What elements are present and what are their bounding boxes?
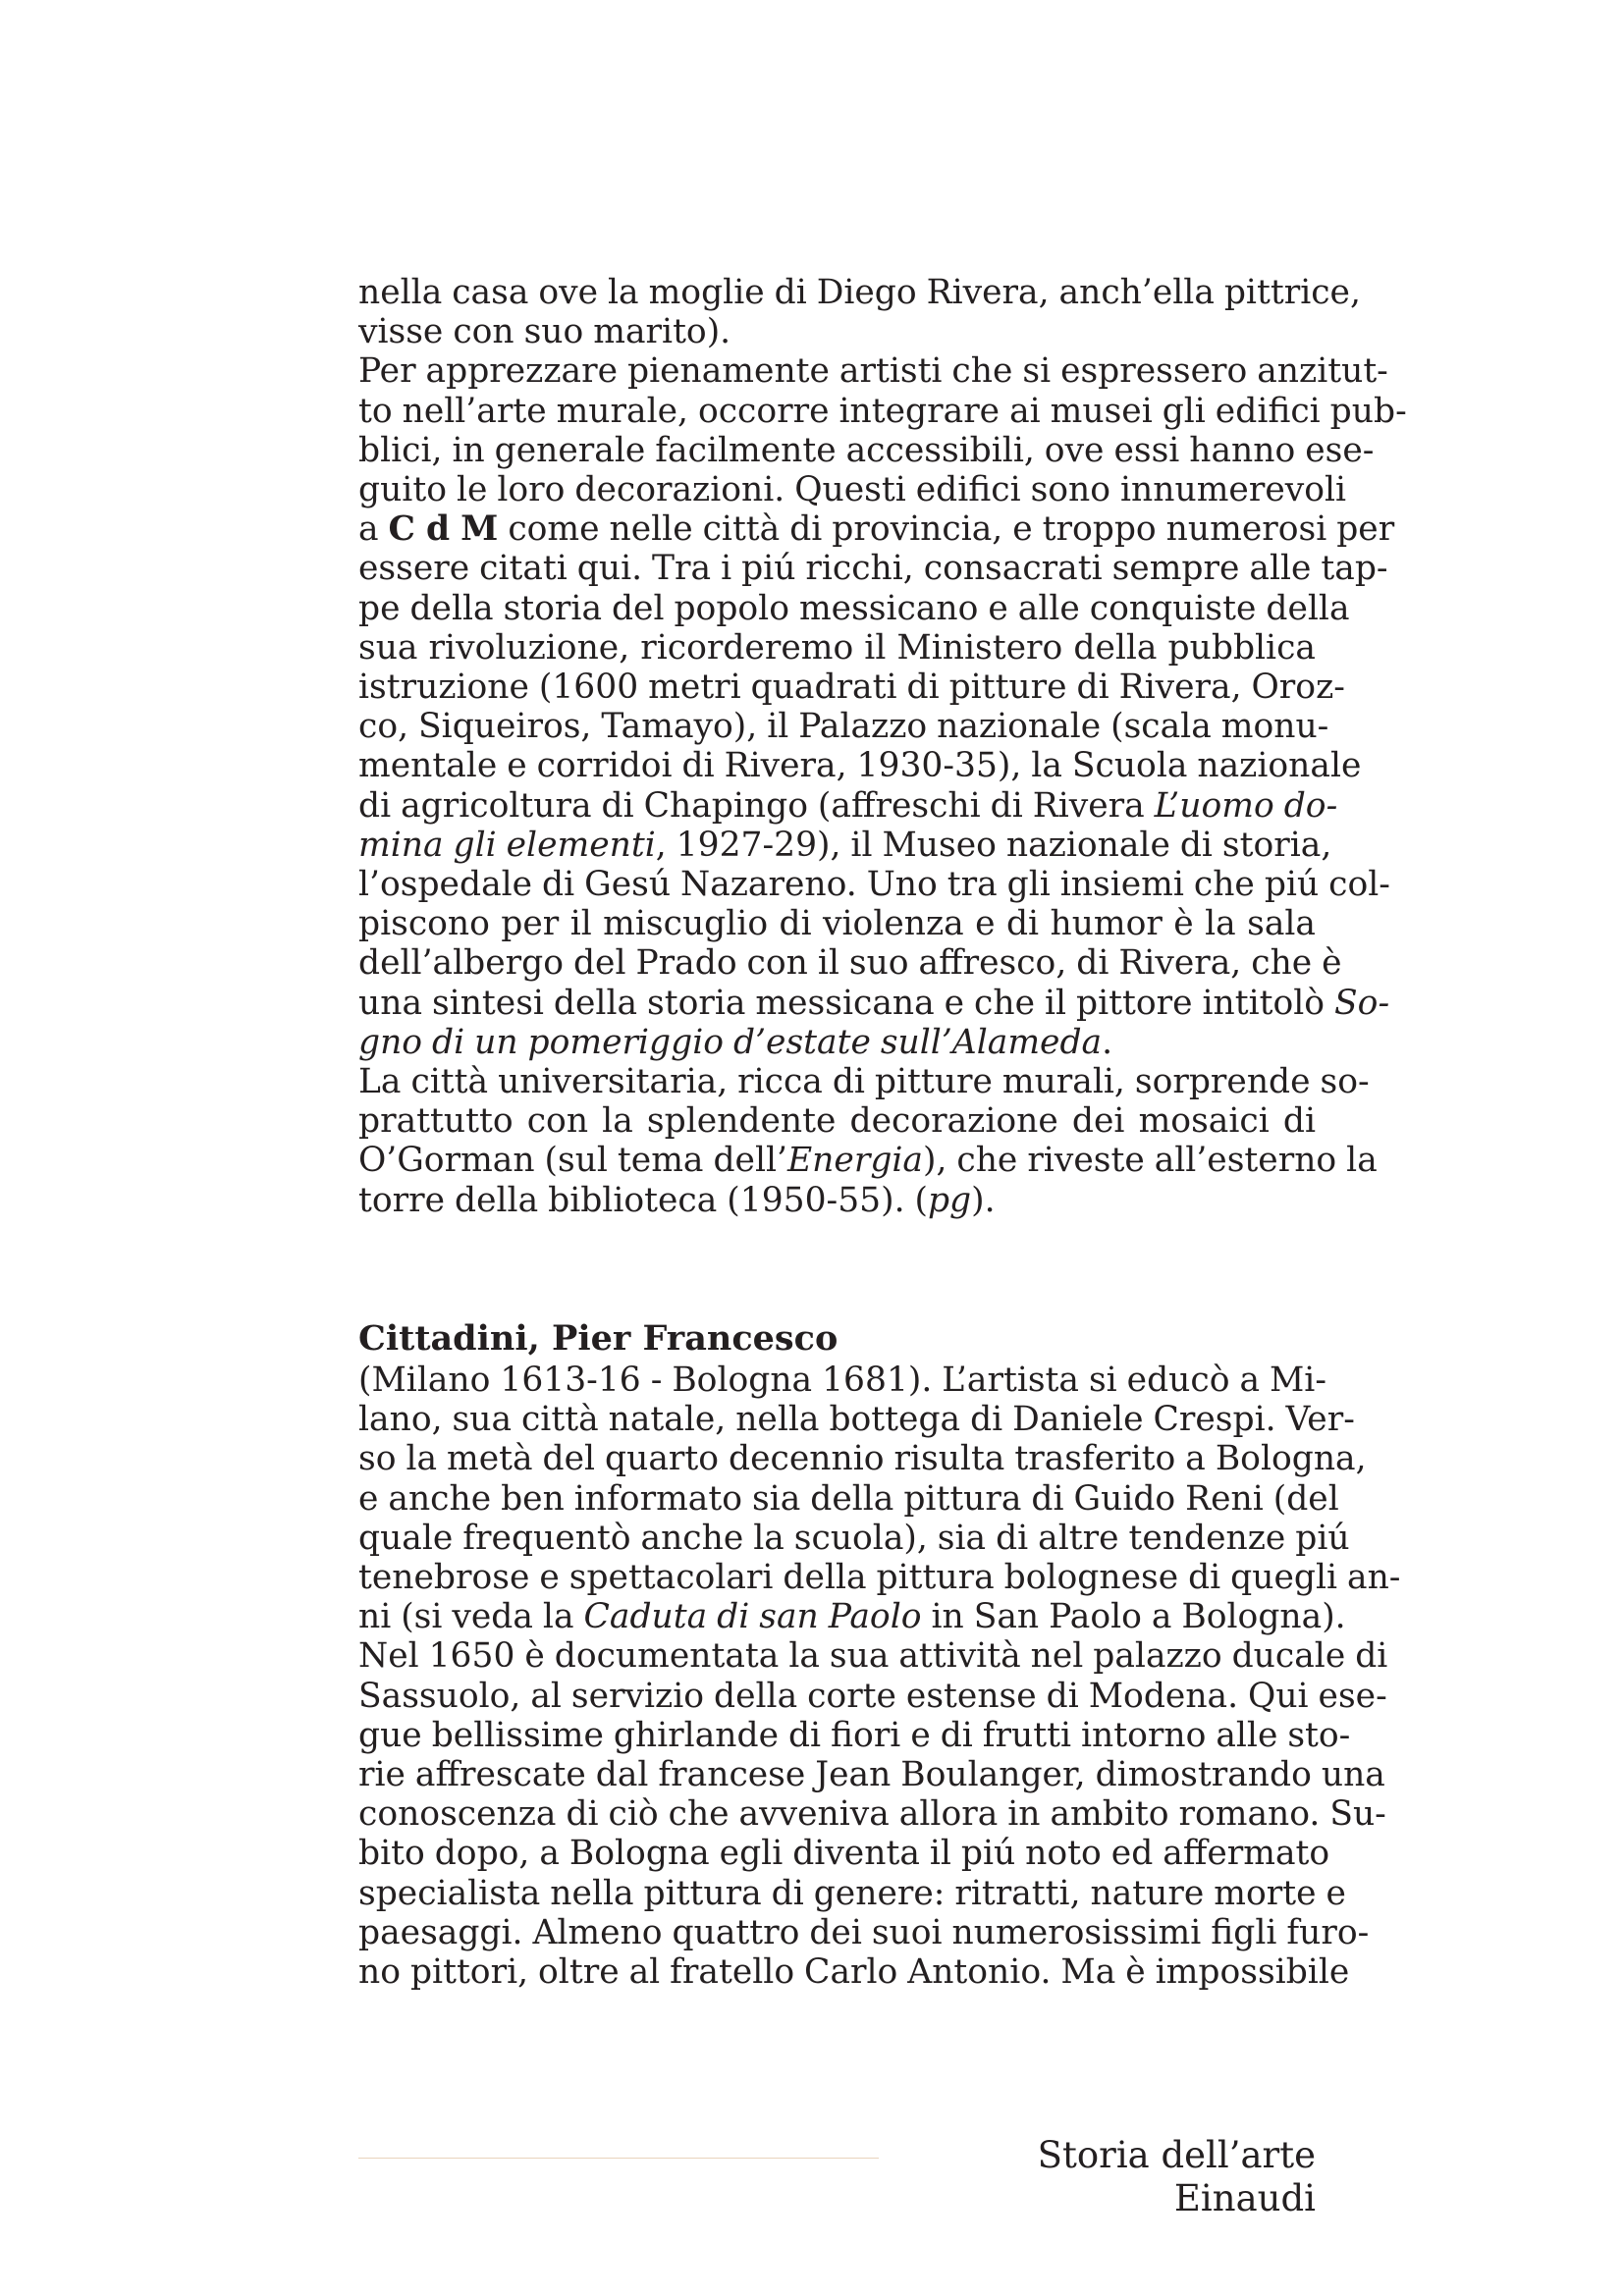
text-fragment: di agricoltura di Chapingo (affreschi di Rivera xyxy=(358,785,1145,826)
text-line: conoscenza di ciò che avveniva allora in ambito romano. Su- xyxy=(358,1794,1386,1835)
text-line: mentale e corridoi di Rivera, 1930-35), la Scuola nazionale xyxy=(358,746,1362,786)
abbreviation-cdm: C d M xyxy=(388,509,499,550)
text-fragment: , 1927-29), il Museo nazionale di storia, xyxy=(655,825,1332,865)
text-line: sua rivoluzione, ricorderemo il Ministero della pubblica xyxy=(358,627,1316,667)
text-line xyxy=(358,785,1338,826)
artwork-title: mina gli elementi xyxy=(358,825,656,865)
text-line: blici, in generale facilmente accessibili, ove essi hanno ese- xyxy=(358,430,1375,470)
text-line: quale frequentò anche la scuola), sia di altre tendenze piú xyxy=(358,1518,1350,1558)
text-fragment: in San Paolo a Bologna). xyxy=(931,1597,1346,1637)
text-line: istruzione (1600 metri quadrati di pitture di Rivera, Oroz- xyxy=(358,667,1345,708)
text-fragment: . xyxy=(1102,1022,1113,1062)
text-line: co, Siqueiros, Tamayo), il Palazzo nazionale (scala monu- xyxy=(358,707,1329,747)
artwork-title: L’uomo do- xyxy=(1154,785,1338,826)
text-line: no pittori, oltre al fratello Carlo Antonio. Ma è impossibile xyxy=(358,1952,1350,1993)
text-line: guito le loro decorazioni. Questi edifici sono innumerevoli xyxy=(358,470,1347,510)
text-line: piscono per il miscuglio di violenza e di humor è la sala xyxy=(358,904,1316,944)
text-fragment: a xyxy=(358,509,379,550)
text-line: so la metà del quarto decennio risulta trasferito a Bologna, xyxy=(358,1439,1367,1479)
author-initials: pg xyxy=(927,1180,972,1220)
text-line: tenebrose e spettacolari della pittura bolognese di quegli an- xyxy=(358,1558,1401,1598)
text-line: l’ospedale di Gesú Nazareno. Uno tra gli insiemi che piú col- xyxy=(358,865,1390,905)
text-line: Nel 1650 è documentata la sua attività nel palazzo ducale di xyxy=(358,1636,1388,1677)
text-fragment: O’Gorman (sul tema dell’ xyxy=(358,1141,787,1181)
text-line: La città universitaria, ricca di pitture murali, sorprende so- xyxy=(358,1062,1370,1102)
text-line: to nell’arte murale, occorre integrare ai musei gli edifici pub- xyxy=(358,391,1407,431)
text-line xyxy=(358,1181,1316,1220)
text-fragment: ). xyxy=(971,1180,996,1220)
footer-title: Storia dell’arte Einaudi xyxy=(1037,2134,1316,2219)
text-line: rie affrescate dal francese Jean Boulanger, dimostrando una xyxy=(358,1755,1385,1795)
text-line: dell’albergo del Prado con il suo affresco, di Rivera, che è xyxy=(358,943,1342,984)
text-line: bito dopo, a Bologna egli diventa il piú noto ed affermato xyxy=(358,1834,1330,1874)
text-line: Sassuolo, al servizio della corte estense di Modena. Qui ese- xyxy=(358,1676,1387,1716)
text-fragment: ), che riveste all’esterno la xyxy=(923,1141,1378,1181)
text-line xyxy=(358,509,1395,550)
entry-body xyxy=(358,1361,1401,1993)
footer-rule xyxy=(358,2158,879,2159)
text-line xyxy=(358,1597,1346,1637)
artwork-title: Energia xyxy=(787,1141,923,1181)
text-line xyxy=(358,825,1332,865)
text-line: lano, sua città natale, nella bottega di Daniele Crespi. Ver- xyxy=(358,1400,1355,1440)
entry-heading: Cittadini, Pier Francesco xyxy=(358,1318,839,1359)
artwork-title: So- xyxy=(1334,983,1390,1023)
text-line: essere citati qui. Tra i piú ricchi, consacrati sempre alle tap- xyxy=(358,549,1388,589)
text-line: pe della storia del popolo messicano e alle conquiste della xyxy=(358,588,1350,628)
text-line: e anche ben informato sia della pittura di Guido Reni (del xyxy=(358,1478,1339,1519)
text-line: paesaggi. Almeno quattro dei suoi numerosissimi figli furo- xyxy=(358,1912,1370,1952)
article-continuation xyxy=(358,273,1407,1220)
artwork-title: Caduta di san Paolo xyxy=(583,1597,922,1637)
text-line: visse con suo marito). xyxy=(358,312,731,352)
text-line: Per apprezzare pienamente artisti che si espressero anzitut- xyxy=(358,351,1388,392)
text-line: prattutto con la splendente decorazione dei mosaici di xyxy=(358,1101,1316,1142)
text-line xyxy=(358,983,1390,1023)
text-fragment: ni (si veda la xyxy=(358,1597,574,1637)
text-fragment: una sintesi della storia messicana e che il pittore intitolò xyxy=(358,983,1325,1023)
text-line xyxy=(358,1023,1316,1062)
text-line: gue bellissime ghirlande di fiori e di frutti intorno alle sto- xyxy=(358,1715,1351,1755)
text-fragment: come nelle città di provincia, e troppo numerosi per xyxy=(508,509,1395,550)
text-fragment: torre della biblioteca (1950-55). ( xyxy=(358,1180,928,1220)
text-line: (Milano 1613-16 - Bologna 1681). L’artista si educò a Mi- xyxy=(358,1361,1326,1400)
text-line: nella casa ove la moglie di Diego Rivera, anch’ella pittrice, xyxy=(358,273,1361,312)
text-line: specialista nella pittura di genere: ritratti, nature morte e xyxy=(358,1873,1346,1913)
text-line xyxy=(358,1141,1378,1181)
artwork-title: gno di un pomeriggio d’estate sull’Alameda xyxy=(358,1022,1103,1062)
